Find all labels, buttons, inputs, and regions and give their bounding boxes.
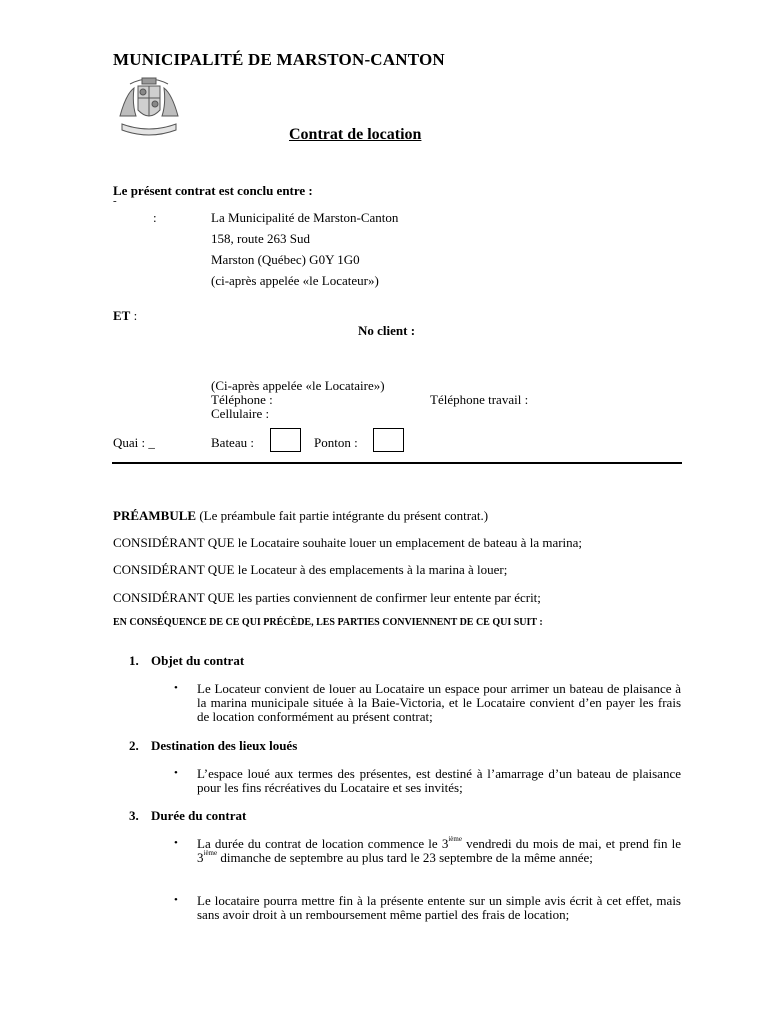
- intro-dash: -: [113, 195, 117, 207]
- and-colon: :: [130, 308, 138, 323]
- consideration-3: CONSIDÉRANT QUE les parties conviennent de confirmer leur entente par écrit;: [113, 590, 541, 605]
- section-1-title: Objet du contrat: [151, 653, 245, 668]
- bullet-icon: •: [174, 837, 178, 849]
- lessee-appellation: (Ci-après appelée «le Locataire»): [211, 378, 385, 393]
- section-2-number: 2.: [129, 738, 139, 753]
- duration-text-a: La durée du contrat de location commence le 3: [197, 836, 449, 851]
- boat-checkbox[interactable]: [270, 428, 301, 452]
- preamble-heading-line: [113, 508, 488, 524]
- and-word: ET: [113, 308, 131, 323]
- document-title: Contrat de location: [289, 126, 422, 143]
- client-number-label: No client :: [358, 323, 416, 338]
- section-2-title: Destination des lieux loués: [151, 738, 298, 753]
- lessor-city: Marston (Québec) G0Y 1G0: [211, 252, 360, 267]
- duration-text-b: vendredi du mois de mai, et prend fin le 3: [197, 836, 681, 865]
- section-1-number: 1.: [129, 653, 139, 668]
- section-3-title: Durée du contrat: [151, 808, 247, 823]
- consideration-2: CONSIDÉRANT QUE le Locateur à des emplacements à la marina à louer;: [113, 562, 508, 577]
- preamble-note: (Le préambule fait partie intégrante du présent contrat.): [196, 508, 489, 523]
- work-phone-label: Téléphone travail :: [430, 392, 529, 407]
- section-3-bullet-2: Le locataire pourra mettre fin à la présente entente sur un simple avis écrit à cet effet, mais sans avoir droit à un remboursement même partiel des frais de location;: [197, 893, 681, 922]
- phone-label: Téléphone :: [211, 392, 273, 407]
- pontoon-label: Ponton :: [314, 435, 358, 450]
- boat-label: Bateau :: [211, 435, 254, 450]
- duration-text-c: dimanche de septembre au plus tard le 23 septembre de la même année;: [217, 850, 593, 865]
- section-2-bullet-1: L’espace loué aux termes des présentes, est destiné à l’amarrage d’un bateau de plaisance pour les fins récréatives du Locataire et ses invités;: [197, 766, 681, 795]
- cell-label: Cellulaire :: [211, 406, 270, 421]
- bullet-icon: •: [174, 767, 178, 779]
- duration-sup-1: ième: [448, 835, 462, 843]
- section-3-bullet-1: [197, 837, 681, 865]
- pontoon-checkbox[interactable]: [373, 428, 404, 452]
- and-label: [113, 308, 137, 324]
- section-divider: [112, 462, 682, 464]
- lessor-appellation: (ci-après appelée «le Locateur»): [211, 273, 379, 288]
- consequence-statement: EN CONSÉQUENCE DE CE QUI PRÉCÈDE, LES PARTIES CONVIENNENT DE CE QUI SUIT :: [113, 617, 543, 628]
- quai-label: Quai : _: [113, 435, 155, 450]
- bullet-icon: •: [174, 682, 178, 694]
- municipal-coat-of-arms-icon: [112, 76, 186, 140]
- section-1-bullet-1: Le Locateur convient de louer au Locataire un espace pour arrimer un bateau de plaisance à la marina municipale située à la Baie-Victoria, et le Locataire convient d’en payer les frais de location conformément au présent contrat;: [197, 681, 681, 724]
- lessor-address: 158, route 263 Sud: [211, 231, 310, 246]
- consideration-1: CONSIDÉRANT QUE le Locataire souhaite louer un emplacement de bateau à la marina;: [113, 535, 583, 550]
- section-3-number: 3.: [129, 808, 139, 823]
- lessor-colon: :: [153, 210, 157, 225]
- lessor-name: La Municipalité de Marston-Canton: [211, 210, 399, 225]
- parties-intro: Le présent contrat est conclu entre :: [113, 183, 313, 198]
- preamble-heading: PRÉAMBULE: [113, 508, 197, 523]
- municipality-heading: MUNICIPALITÉ DE MARSTON-CANTON: [113, 50, 445, 69]
- bullet-icon: •: [174, 894, 178, 906]
- duration-sup-2: ième: [203, 849, 218, 857]
